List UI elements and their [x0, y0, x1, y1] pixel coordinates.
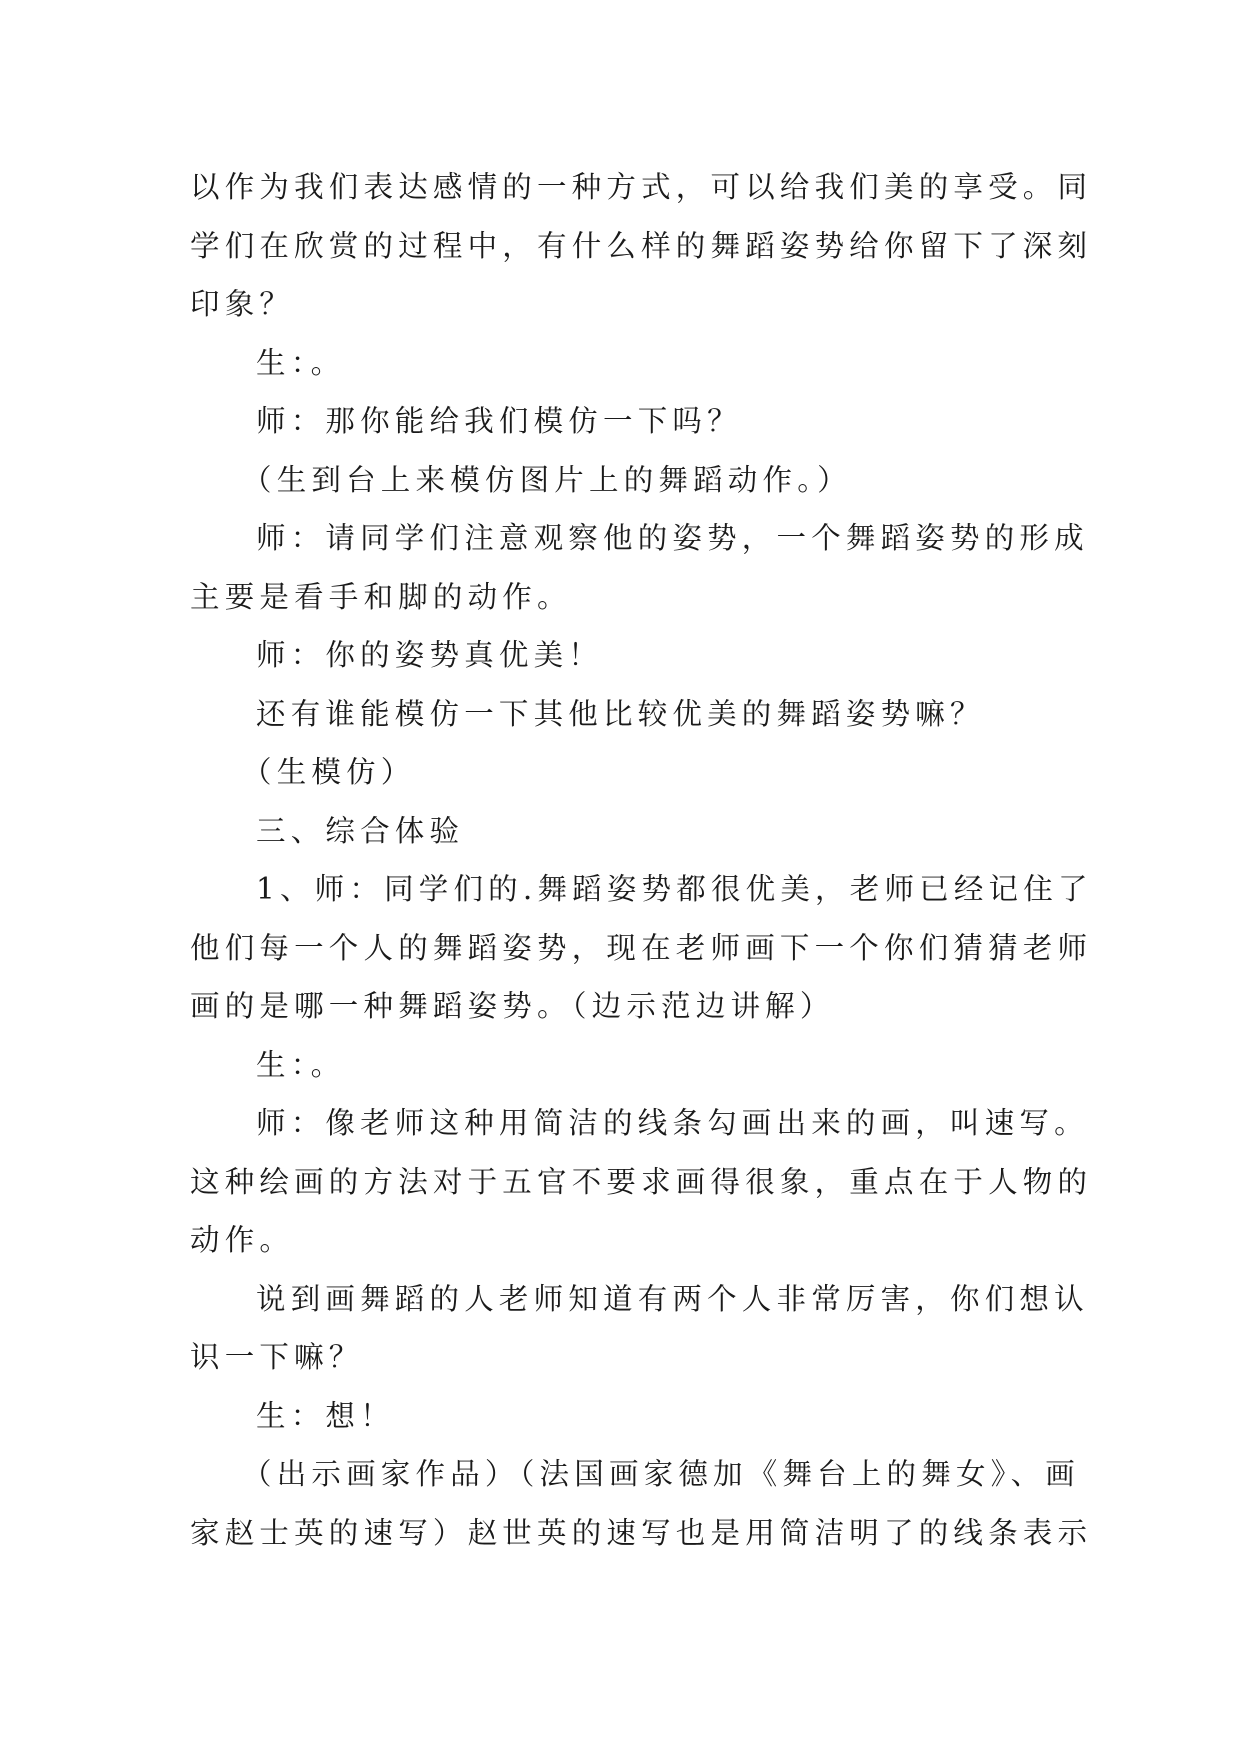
text-line: 生：。 [256, 1047, 346, 1082]
text-line: （生模仿） [242, 755, 416, 789]
text-line: 说到画舞蹈的人老师知道有两个人非常厉害，你们想认 [256, 1281, 1089, 1316]
text-line: 画的是哪一种舞蹈姿势。（边示范边讲解） [190, 989, 835, 1023]
text-line: （出示画家作品）（法国画家德加《舞台上的舞女》、画 [242, 1457, 1081, 1491]
text-line: 以作为我们表达感情的一种方式，可以给我们美的享受。同 [190, 170, 1093, 204]
body-text [190, 158, 1093, 1562]
text-line: 动作。 [190, 1223, 295, 1257]
text-line: 家赵士英的速写）赵世英的速写也是用简洁明了的线条表示 [190, 1515, 1093, 1550]
text-line: 还有谁能模仿一下其他比较优美的舞蹈姿势嘛？ [256, 696, 985, 731]
text-line: 1、师：同学们的.舞蹈姿势都很优美，老师已经记住了 [256, 872, 1093, 906]
text-line: 学们在欣赏的过程中，有什么样的舞蹈姿势给你留下了深刻 [190, 228, 1093, 263]
text-line: 印象？ [190, 287, 295, 321]
text-line: （生到台上来模仿图片上的舞蹈动作。） [242, 462, 852, 497]
text-line: 识一下嘛？ [190, 1340, 364, 1374]
text-line: 这种绘画的方法对于五官不要求画得很象，重点在于人物的 [190, 1164, 1093, 1199]
text-line: 师：你的姿势真优美！ [256, 638, 604, 672]
text-line: 师：像老师这种用简洁的线条勾画出来的画，叫速写。 [256, 1106, 1089, 1140]
text-line: 生：想！ [256, 1398, 395, 1433]
section-heading: 三、综合体验 [256, 813, 465, 848]
text-line: 他们每一个人的舞蹈姿势，现在老师画下一个你们猜猜老师 [190, 930, 1093, 965]
text-line: 师：请同学们注意观察他的姿势，一个舞蹈姿势的形成 [256, 521, 1089, 555]
text-line: 师：那你能给我们模仿一下吗？ [256, 404, 742, 438]
text-line: 生：。 [256, 345, 346, 380]
text-line: 主要是看手和脚的动作。 [190, 579, 572, 614]
